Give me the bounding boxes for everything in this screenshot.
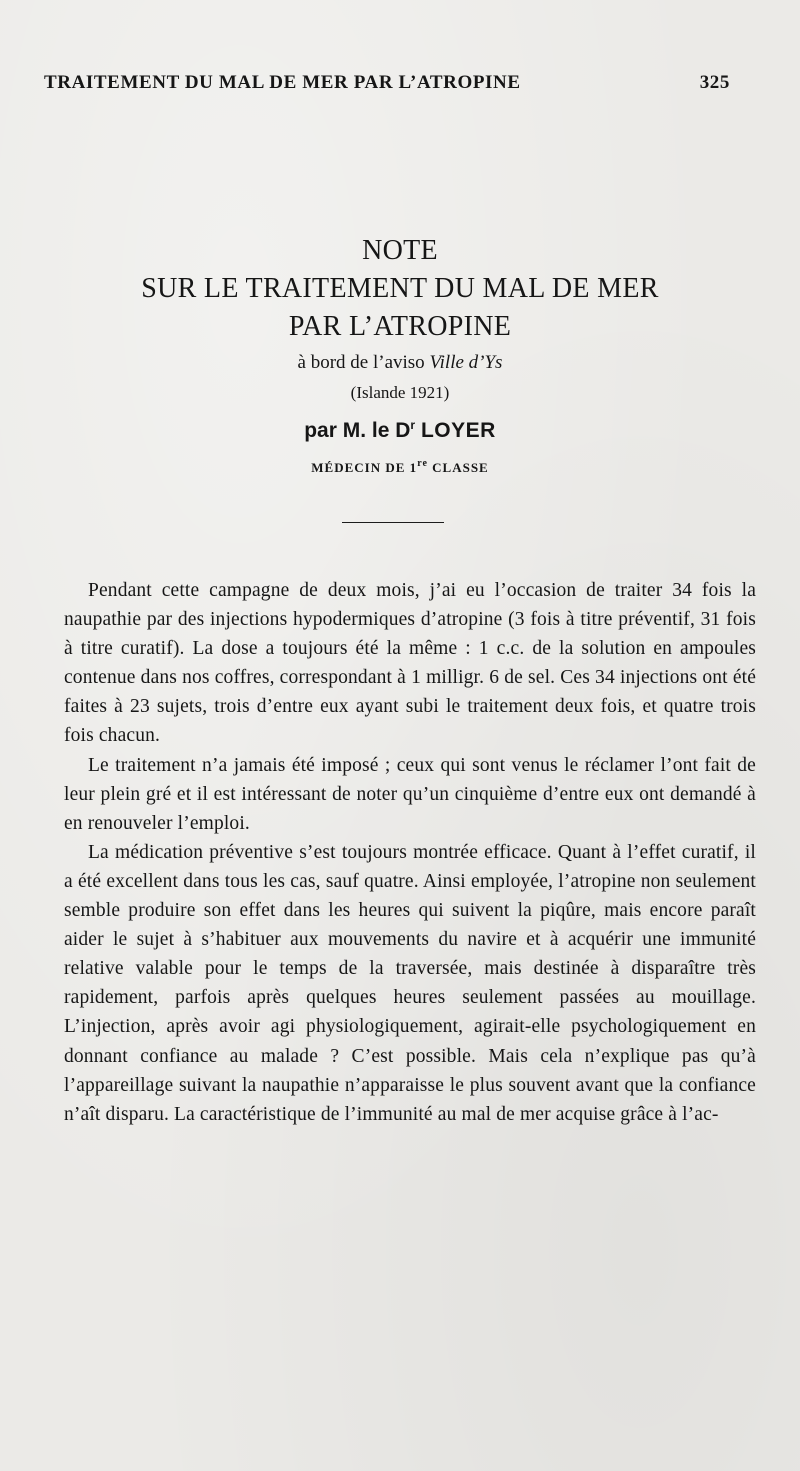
date-line: (Islande 1921) [350,383,450,402]
rank-prefix: MÉDECIN DE 1 [311,460,418,475]
running-head-title: TRAITEMENT DU MAL DE MER PAR L’ATROPINE [44,72,521,93]
author-superscript: r [410,418,416,432]
subtitle-prefix: à bord de l’aviso [297,352,425,373]
paragraph-2: Le traitement n’a jamais été imposé ; ceux qui sont venus le réclamer l’ont fait de leur plein gré et il est intéressant de noter qu’un cinquième d’entre eux ont demandé à en renouveler l’emploi. [64,754,756,834]
rank-suffix: CLASSE [432,460,489,475]
paragraph-3: La médication préventive s’est toujours montrée efficace. Quant à l’effet curatif, il a été excellent dans tous les cas, sauf quatre. Ainsi employée, l’atropine non seulement semble produire son effet dans les heures qui suivent la piqûre, mais encore paraît aider le sujet à s’habituer aux mouvements du navire et à acquérir une immunité relative valable pour le temps de la traversée, mais destinée à disparaître très rapidement, parfois après quelques heures seulement passées au mouillage. L’injection, après avoir agi physiologiquement, agirait-elle psychologiquement en donnant confiance au malade ? C’est possible. Mais cela n’explique pas qu’à l’appareillage suivant la naupathie n’apparaisse le plus souvent avant que la confiance n’aît disparu. La caractéristique de l’immunité au mal de mer acquise grâce à l’ac- [64,841,756,1125]
title-line-2: SUR LE TRAITEMENT DU MAL DE MER [141,273,659,304]
author-line [60,416,740,446]
page-number: 325 [699,72,730,93]
article-title-block [60,232,740,480]
running-head [44,72,730,102]
ship-name: Ville d’Ys [429,352,503,373]
paragraph-1: Pendant cette campagne de deux mois, j’ai eu l’occasion de traiter 34 fois la naupathie par des injections hypodermiques d’atropine (3 fois à titre préventif, 31 fois à titre curatif). La dose a toujours été la même : 1 c.c. de la solution en ampoules contenue dans nos coffres, correspondant à 1 milligr. 6 de sel. Ces 34 injections ont été faites à 23 sujets, trois d’entre eux ayant subi le traitement deux fois, et quatre trois fois chacun. [64,580,756,747]
author-rank [60,456,740,480]
author-name: LOYER [420,419,496,442]
author-prefix: par M. le D [304,419,411,442]
section-divider [342,522,444,523]
title-line-1: NOTE [362,235,438,266]
rank-superscript: re [417,458,428,469]
title-line-3: PAR L’ATROPINE [288,311,512,342]
article-subtitle [60,348,740,378]
article-body [64,576,756,1129]
